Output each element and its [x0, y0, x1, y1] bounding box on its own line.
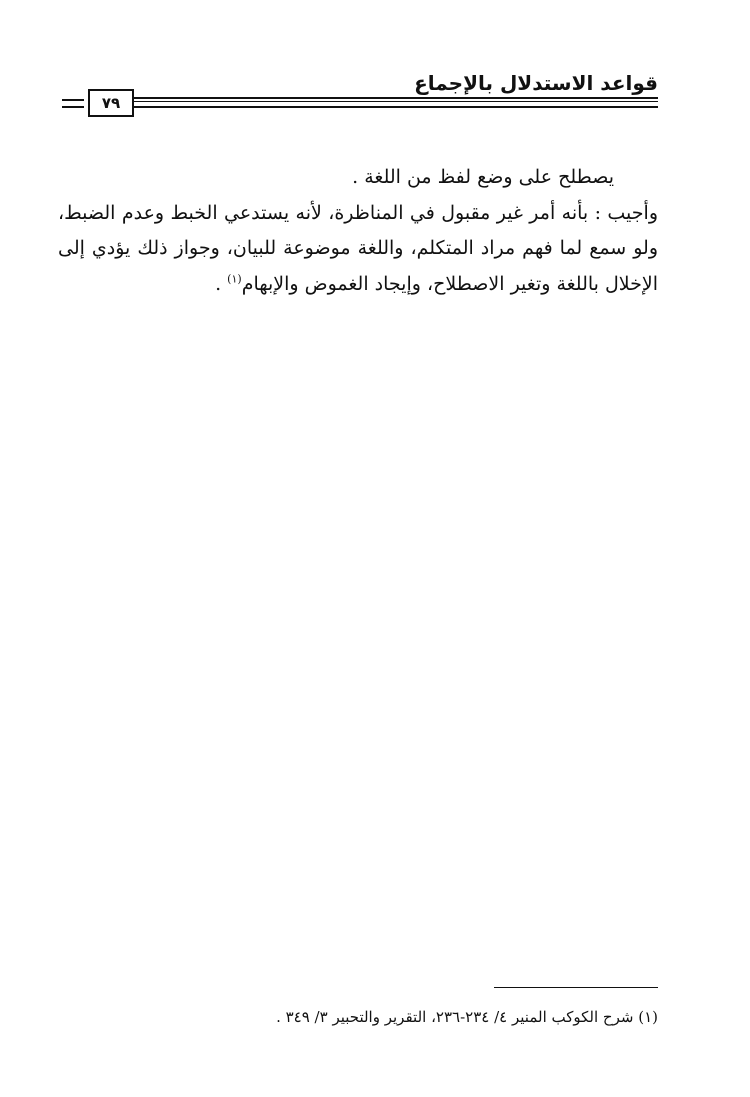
page-number: ٧٩ — [88, 89, 134, 117]
header-rule-top — [134, 97, 658, 99]
body-text — [58, 160, 658, 302]
footnote: (١) شرح الكوكب المنير ٤/ ٢٣٤-٢٣٦، التقرير والتحبير ٣/ ٣٤٩ . — [276, 1008, 658, 1026]
side-rule-bottom — [62, 106, 84, 108]
paragraph-2 — [58, 196, 658, 303]
header-rule-bottom — [134, 106, 658, 108]
side-rule-top — [62, 99, 84, 101]
paragraph-2-closing: . — [215, 272, 228, 295]
paragraph-1: يصطلح على وضع لفظ من اللغة . — [352, 166, 614, 188]
header-rule-middle — [134, 101, 658, 102]
footnote-separator — [494, 987, 658, 988]
paragraph-2-text: وأجيب : بأنه أمر غير مقبول في المناظرة، لأنه يستدعي الخبط وعدم الضبط، ولو سمع لما فهم مراد المتكلم، واللغة موضوعة للبيان، وجواز ذلك يؤدي إلى الإخلال باللغة وتغير الاصطلاح، وإيجاد الغموض والإبهام — [58, 201, 658, 295]
header-title: قواعد الاستدلال بالإجماع — [414, 71, 658, 95]
footnote-reference: (١) — [227, 272, 242, 286]
